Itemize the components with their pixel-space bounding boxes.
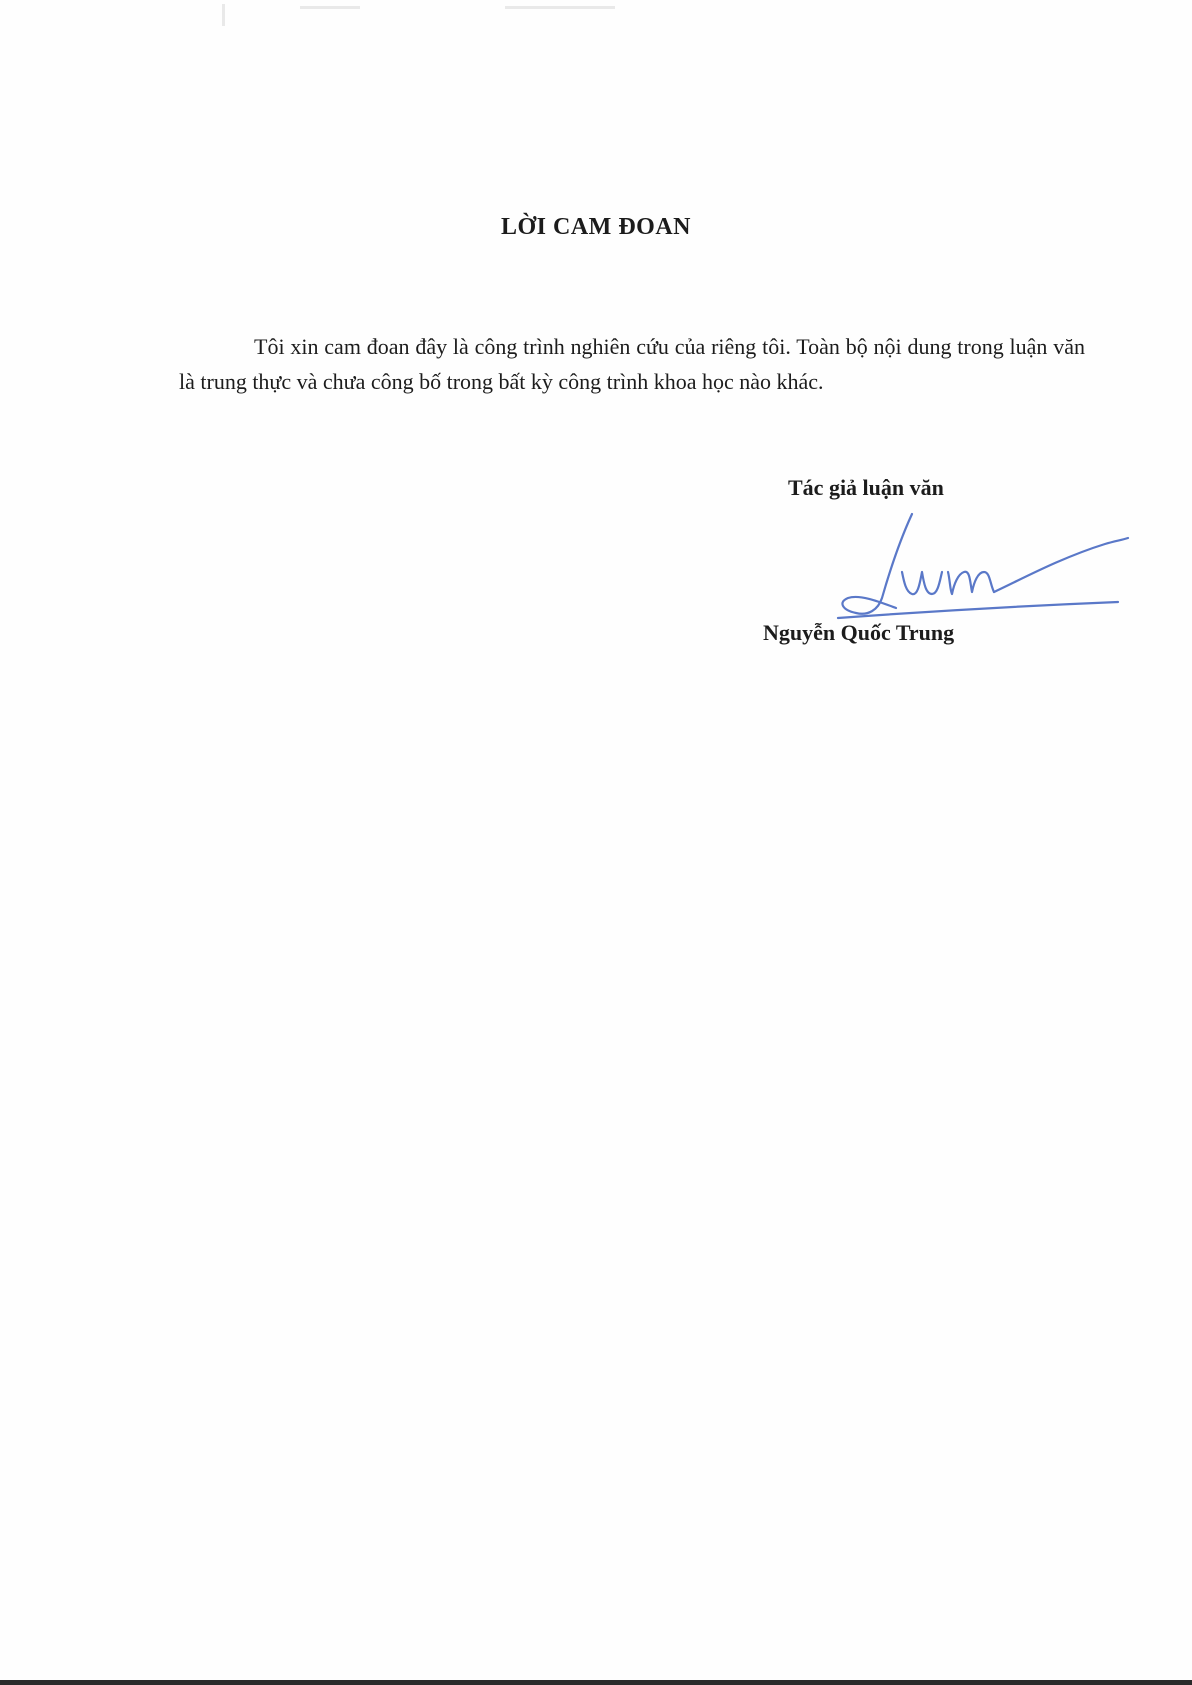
scan-artifact [300, 6, 360, 9]
author-name: Nguyễn Quốc Trung [763, 620, 955, 645]
handwritten-signature [820, 510, 1140, 625]
declaration-paragraph: Tôi xin cam đoan đây là công trình nghiên cứu của riêng tôi. Toàn bộ nội dung trong luận văn là trung thực và chưa công bố trong bất kỳ công trình khoa học nào khác. [179, 334, 1085, 394]
scan-artifact [222, 4, 225, 26]
signature-label: Tác giả luận văn [788, 475, 944, 500]
page-title: LỜI CAM ĐOAN [501, 214, 691, 240]
scan-bottom-edge [0, 1680, 1192, 1685]
scan-artifact [505, 6, 615, 9]
